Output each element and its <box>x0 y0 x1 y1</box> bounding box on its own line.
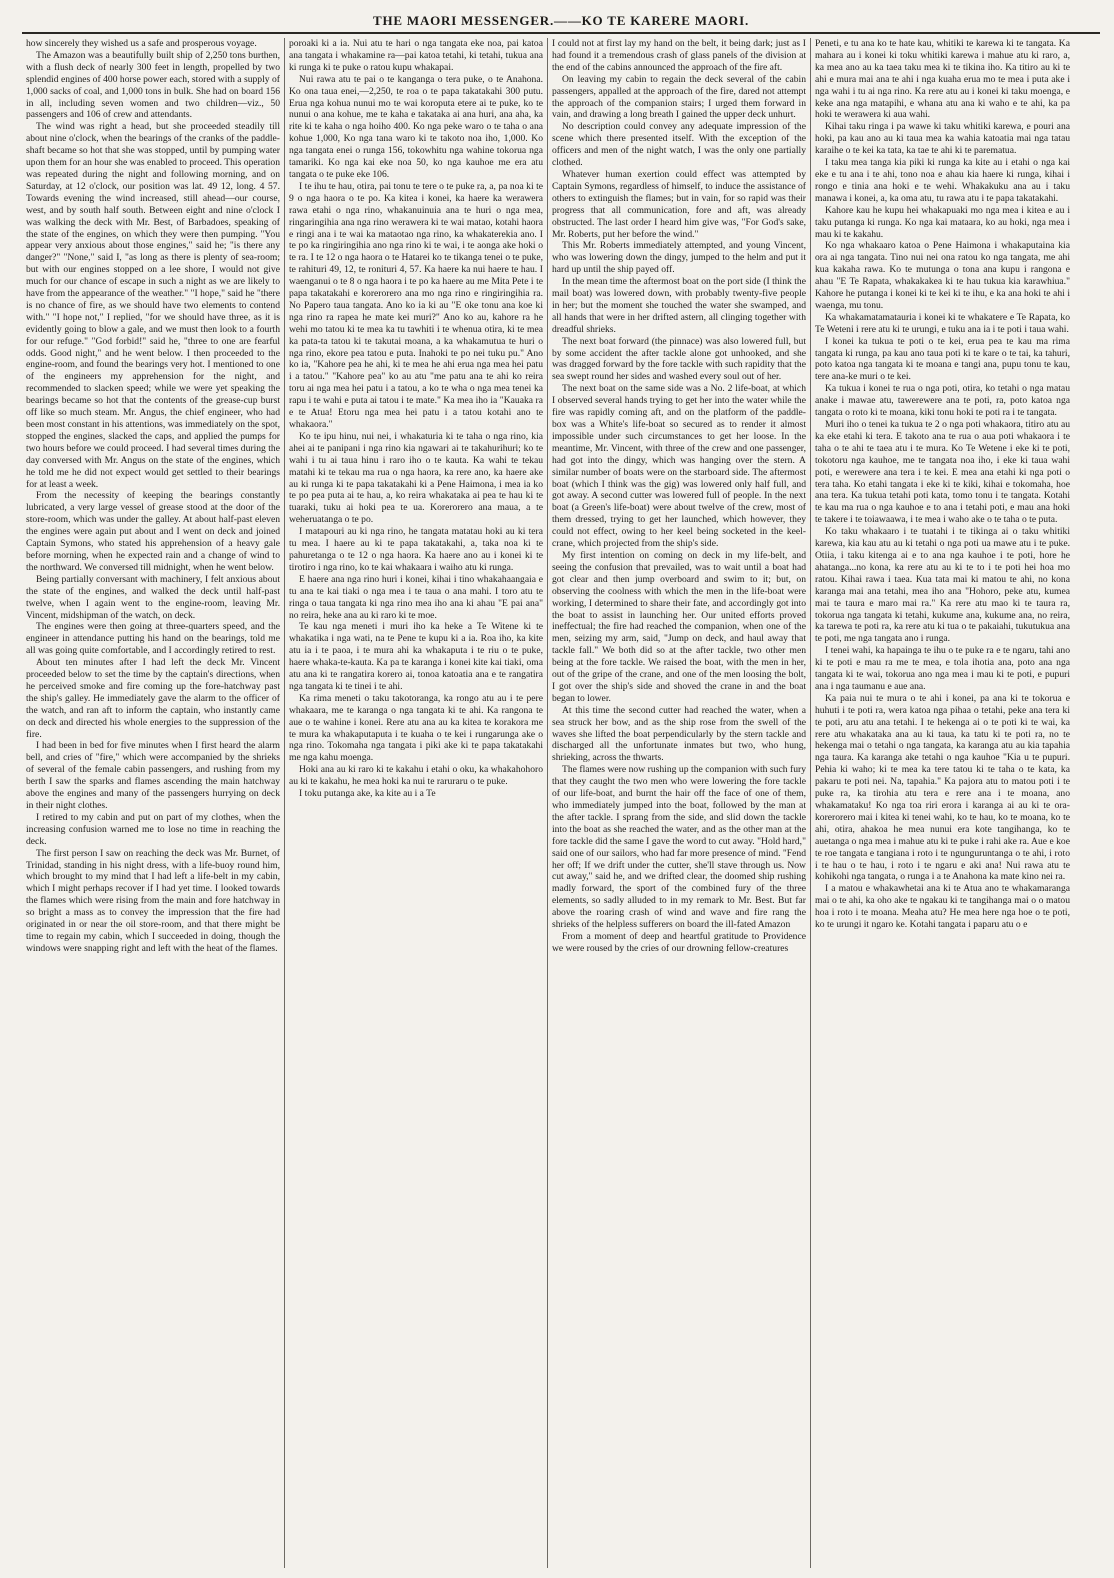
paragraph: I had been in bed for five minutes when I first heard the alarm bell, and cries of "fire," which were accompanied by the shrieks of several of the female cabin passengers, and rushing from my berth I saw the sparks and flames ascending the main hatchway above the engines and many of the passengers hurrying on deck in their night clothes. <box>26 740 280 811</box>
paragraph: Muri iho o tenei ka tukua te 2 o nga poti whakaora, titiro atu au ka eke etahi ki tera. E takoto ana te rua o aua poti whakaora i te taha o te ahi te taea atu i te mura. Ko Te Wetene i eke ki te poti, tokotoru nga kauhoe, me te tangata noa iho, i eke ki taua wahi poti, e werewere ana tera i te kei. E mea ana etahi ki nga poti o tera taha. Ko etahi tangata i eke ki te kiki, kihai e tokomaha, hoe ana tera. Ka tukua tetahi poti kata, tomo tonu i te tangata. Kotahi te kau ma rua o nga kauhoe e to ana i tetahi poti, e mau ana hoki te takere i te toiawaawa, i te mea i waho ake o te taha o te puta. <box>815 419 1070 526</box>
column-english-1 <box>22 38 285 1568</box>
paragraph: how sincerely they wished us a safe and prosperous voyage. <box>26 38 257 49</box>
paragraph: At this time the second cutter had reached the water, when a sea struck her bow, and as the ship rose from the swell of the waves she lifted the boat perpendicularly by the stern tackle and discharged all the unfortunate inmates but two, who hung, shrieking, across the thwarts. <box>552 704 806 764</box>
paragraph: Kihai taku ringa i pa wawe ki taku whitiki karewa, e pouri ana hoki, pa kau ano au ki taua mea ka wahia katoatia mai nga tatau karaihe o te kei ka tata, ka tae te ahi ki te parematua. <box>815 121 1070 157</box>
paragraph: Hoki ana au ki raro ki te kakahu i etahi o oku, ka whakahohoro au ki te kakahu, he mea hoki ka nui te raruraru o te puke. <box>289 764 543 788</box>
paragraph: I toku putanga ake, ka kite au i a Te <box>299 788 436 800</box>
paragraph: I a matou e whakawhetai ana ki te Atua ano te whakamaranga mai o te ahi, ka oho ake te ngakau ki te tangihanga mai o o matou hoa i roto i te moana. Meaha atu? He mea here nga hoe o te poti, ko te urungi it ngaro ke. Kotahi tangata i paparu atu o e <box>815 883 1070 931</box>
paragraph: Te kau nga meneti i muri iho ka heke a Te Witene ki te whakatika i nga wati, na te Pene te kupu ki a ia. Roa iho, ka kite atu ia i te paoa, i te mura ahi ka whakaputa i te riu o te puke, haere whaka-te-kauta. Ka pa te karanga i konei kite kai tiaki, oma atu ana ki te rangatira korero ai, tonoa katoatia ana e te rangatira nga tangata ki te tinei i te ahi. <box>289 621 543 692</box>
paragraph: I could not at first lay my hand on the belt, it being dark; just as I had found it a tremendous crash of glass panels of the division at the end of the cabins announced the approach of the fire aft. <box>552 38 806 73</box>
paragraph: Ko te ipu hinu, nui nei, i whakaturia ki te taha o nga rino, kia ahei ai te panipani i nga rino kia ngawari ai te takahurihuri; ko te wahi i tu ai taua hinu i raro iho o te kauta. Ka wahi te tekau matahi ki te tekau ma rua o nga haora, ka rere ano, ka haere ake au ki runga ki te papa takatakahi ki a Pene Haimona, i mea ia ko te po pea puta ai te hau, a, ko reira whakataka ai pea te hau ki te tuaraki, tuku ai hoki pea te ua. Korerorero ana maua, a te weheruatanga o te po. <box>289 430 543 526</box>
paragraph: On leaving my cabin to regain the deck several of the cabin passengers, appalled at the approach of the fire, dared not attempt the approach of the companion stairs; I urged them forward in vain, and drawing a long breath I gained the upper deck unhurt. <box>552 73 806 121</box>
running-head: THE MAORI MESSENGER.——KO TE KARERE MAORI. <box>372 13 750 28</box>
paragraph: I matapouri au ki nga rino, he tangata matatau hoki au ki tera tu mea. I haere au ki te papa takatakahi, a, taka noa ki te pahuretanga o te 12 o nga haora. Ka haere ano au i konei ki te tirotiro i nga rino, ko te kai whakaara i waiho atu ki runga. <box>289 526 543 573</box>
paragraph: The wind was right a head, but she proceeded steadily till about nine o'clock, when the bearings of the cranks of the paddle-shaft became so hot that she was stopped, until by pumping water upon them for an hour she was enabled to proceed. This operation was repeated during the night and following morning, and on Saturday, at 12 o'clock, our position was lat. 49 12, long. 4 57. Towards evening the wind increased, still ahead—our course, west, and by south half south. Between eight and nine o'clock I was walking the deck with Mr. Best, of Barbadoes, speaking of the state of the engines, on which they were then pumping. "You appear very anxious about those engines," said he; "is there any danger?" "None," said I, "as long as there is plenty of sea-room; but with our engines stopped on a lee shore, I would not give much for our chance of escape in such a night as we are likely to have from the appearance of the weather." "I hope," said he "there is no chance of fire, as we should have two elements to contend with." "I hope not," I replied, "for we should have three, as it is evidently going to blow a gale, and we must then look to a fourth for our refuge." "God forbid!" said he, "three to one are fearful odds. Good night," and he went below. I then proceeded to the engine-room, and found the bearings very hot. I mentioned to one of the engineers my apprehension for the night, and recommended to slacken speed; while we were yet speaking the bearings became so hot that the contents of the grease-cup burst off like so much steam. Mr. Angus, the chief engineer, who had been most constant in his attentions, was immediately on the spot, stopped the engines, slacked the caps, and applied the pumps for two hours before we could proceed. I had several times during the day conversed with Mr. Angus on the state of the engines, which he told me he did not expect would get settled to their bearings for at least a week. <box>26 121 280 490</box>
paragraph: Kahore kau he kupu hei whakapuaki mo nga mea i kitea e au i taku putanga ki runga. Ko nga kai mataara, ko au hoki, nga mea i mau ki te kakahu. <box>815 204 1070 240</box>
paragraph: Ko nga whakaaro katoa o Pene Haimona i whakaputaina kia ora ai nga tangata. Tino nui nei ona ratou ko nga tangata, me ahi kua kakaha rawa. Ko te mutunga o tona ana kupu i rangona e ahau "E Te Rapata, whakakakea ki te hau tukua kia karawhiua." Kahore he putanga i konei ki te kei ki te ihu, e ka ana hoki te ahi i waenga, mu tonu. <box>815 240 1070 311</box>
column-maori-1 <box>285 38 548 1568</box>
paragraph: The first person I saw on reaching the deck was Mr. Burnet, of Trinidad, standing in his night dress, with a life-buoy round him, which brought to my mind that I had left a life-belt in my cabin, which I might perhaps recover if I had yet time. I looked towards the flames which were rising from the main and fore hatchway in so bright a mass as to convey the impression that the fire had originated in or near the oil store-room, and that there might be time to regain my cabin, which I succeeded in doing, though the windows were snapping right and left with the heat of the flames. <box>26 847 280 954</box>
paragraph: From the necessity of keeping the bearings constantly lubricated, a very large vessel of grease stood at the door of the store-room, which was under the galley. At about half-past eleven the engines were again put about and I went on deck and joined Captain Symons, who stated his apprehension of a heavy gale before morning, when he expected rain and a change of wind to the northward. We conversed till midnight, when he went below. <box>26 490 280 573</box>
text-columns <box>22 38 1100 1568</box>
paragraph: Nui rawa atu te pai o te kanganga o tera puke, o te Anahona. Ko ona taua enei,—2,250, te roa o te papa takatakahi 300 putu. Erua nga kohua nunui mo te wai koroputa etere ai te puke, ko te nunui o ana kohue, me te kaha e takataka ai ana huri, ana aha, ka rite ki te kaha o nga hoiho 400. Ko nga peke waro o te taha o ana kohue 1,000, Ko nga tana waro ki te takoto noa iho, 1,000. Ko nga tangata enei o runga 156, tokowhitu nga wahine tokorua nga tamariki. Ko nga kai eke noa 50, ko nga kauhoe me era atu tangata o te puke eke 106. <box>289 73 543 180</box>
paragraph: Peneti, e tu ana ko te hate kau, whitiki te karewa ki te tangata. Ka mahara au i konei ki toku whitiki karewa i mahue atu ki raro, a, ka mea ano au ka taea taku mea ki te tikina iho. Ka titiro au ki te ahi e mura mai ana te ahi i nga kuaha erua mo te mea i puta ake i nga wahi i tu ai nga rino. Ka rere atu au i konei ki taku moenga, e keke ana nga matapihi, e whana atu ana ki waho e te ahi, ka pa hoki te werawera ki aua wahi. <box>815 38 1070 121</box>
paragraph: Being partially conversant with machinery, I felt anxious about the state of the engines, and walked the deck until half-past twelve, when I again went to the engine-room, leaving Mr. Vincent, midshipman of the watch, on deck. <box>26 573 280 621</box>
paragraph: No description could convey any adequate impression of the scene which there presented itself. With the exception of the officers and men of the night watch, I was the only one partially clothed. <box>552 121 806 169</box>
column-english-2 <box>548 38 811 1568</box>
paragraph: poroaki ki a ia. Nui atu te hari o nga tangata eke noa, pai katoa ana tangata i whakamine ra—pai katoa tetahi, ki tetahi, tukua ana ki runga ki te puke o ratou kupu whakapai. <box>289 38 543 73</box>
paragraph: Ko taku whakaaro i te tuatahi i te tikinga ai o taku whitiki karewa, kia kau atu au ki tetahi o nga poti ua mawe atu i te puke. Otiia, i taku kitenga ai e to ana nga kauhoe i te poti, hore he ahatanga...no kona, ka rere atu au ki te to i te poti hei hoa mo ratou. Kihai rawa i taea. Kua tata mai ki matou te ahi, no kona karanga mai ana tetahi, mea iho ana "Hohoro, peke atu, kumea mai te taura e maro mai ra." Ka rere atu mao ki te taura ra, tokorua nga tangata ki tetahi, kukume ana, kukume ana, no reira, ka tarewa te poti ra, ka rere atu ki tua o te pakaiahi, tukutukua ana te poti, me nga tangata ano i runga. <box>815 526 1070 645</box>
paragraph: I konei ka tukua te poti o te kei, erua pea te kau ma rima tangata ki runga, pa kau ano taua poti ki te kare o te tai, ka tahuri, poto katoa nga tangata ki te moana e tangi ana, pupu tonu te kau, tere ana-ke muri o te kei. <box>815 335 1070 383</box>
paragraph: E haere ana nga rino huri i konei, kihai i tino whakahaangaia e tu ana te kai tiaki o nga mea i te taua o ana mahi. I toro atu te ringa o taua tangata ki nga rino mea iho ana ki ahau "E pai ana" no reira, heke ana au ki raro ki te moe. <box>289 573 543 621</box>
paragraph: About ten minutes after I had left the deck Mr. Vincent proceeded below to set the time by the captain's directions, when he perceived smoke and fire coming up the fore-hatchway past the ship's galley. He immediately gave the alarm to the officer of the watch, and ran aft to inform the captain, who instantly came on deck and directed his whole energies to the suppression of the fire. <box>26 657 280 740</box>
paragraph: I te ihu te hau, otira, pai tonu te tere o te puke ra, a, pa noa ki te 9 o nga haora o te po. Ka kitea i konei, ka haere ka werawera rawa etahi o nga rino, whakanuinuia ana te huri o nga mea, ringaringihia ana nga rino werawera ki te wai matao, kotahi haora e ringi ana i te wai ka mataotao nga rino, ka whakaterekia ano. I te po ka ringiringihia ano nga rino ki te wai, i te aonga ake hoki o te ra. I te 12 o nga haora o te Hatarei ko te tikanga tenei o te puke, te rahituri 49, 12, te ronituri 4, 57. Ka haere ka nui haere te hau. I waenganui o te 8 o nga haora i te po ka haere au me Mita Pete i te papa takatakahi e korerorero ana mo nga rino e ringiringihia ra. No Papero taua tangata. Ano ko ia ki au "E oke tonu ana koe ki nga rino ra rapea he mate kei muri?" Ano ko au, kahore ra he wehi mo tatou ki te mea ka tu tawhiti i te whenua otira, ki te mea ka pata-ta tatou ki te takutai moana, a ka whakamutua te huri o nga rino, ekore pea tatou e puta. Inahoki te po nei tuku pu." Ano ko ia, "Kahore pea he ahi, ki te mea he ahi erua nga mea hei patu i a tatou." "Kahore pea" ko au atu "me patu ana te ahi ko reira toru ai nga mea hei patu i a tatou, a ko te wha o nga mea tenei ka rapu i te wahi e puta ai tatou i te mate." Ka mea iho ia "Kauaka ra e te Atua! Etoru nga mea hei patu i a tatou kotahi ano te whakaora." <box>289 180 543 430</box>
paragraph: Ka paia nui te mura o te ahi i konei, pa ana ki te tokorua e huhuti i te poti ra, wera katoa nga pihaa o tetahi, peke ana tera ki te poti, aru atu ana tetahi. I te hekenga ai o te poti ki te wai, ka rere atu whakataka ana au ki taua, ka tatu ki te poti ra, no te hekenga mai o tetahi o nga tangata, ka karanga atu au kia tapahia nga taura. Ka karanga ake tetahi o nga kauhoe "Kia u te pupuri. Pehia ki waho; ki te mea ka tere tatou ki te taha o te kata, ka pakaru te poti nei. Na, tapahia." Ka pajora atu to matou poti i te puke ra, ka tirohia atu tera e rere ana i te moana, ano whakamataku! Ko nga toa riri erora i karanga ai au ki te ora-korerorero mai i kitea ki tenei wahi, ko te hau, ko te moana, ko te ahi, otira, ahakoa he mea nunui era kote tangihanga, ko te auetanga o nga mea i mahue atu ki te puke i rahi ake ra. Aue e koe te roe tangata e tangiana i roto i te ngunguruntanga o te ahi, i roto i te hau o te hau, i roto i te ngaru e aki ana! Nui rawa atu te kohikohi nga tangata, o runga i a te Anahona ka mate kino nei ra. <box>815 692 1070 883</box>
paragraph: The next boat on the same side was a No. 2 life-boat, at which I observed several hands trying to get her into the water while the fire was rapidly coming aft, and on the platform of the paddle-box was a White's life-boat so secured as to render it almost impossible under such circumstances to get her loose. In the meantime, Mr. Vincent, with three of the crew and one passenger, had got into the dingy, which was hanging over the stern. A similar number of boats were on the starboard side. The aftermost boat (which I think was the gig) was lowered only half full, and got away. A second cutter was lowered full of people. In the next boat (a Green's life-boat) were about twelve of the crew, most of them dressed, trying to get her launched, which however, they could not effect, owing to her keel being socketed in the keel-crane, which projected from the ship's side. <box>552 383 806 550</box>
paragraph: I tenei wahi, ka hapainga te ihu o te puke ra e te ngaru, tahi ano ki te poti e mau ra me te mea, e tola ihotia ana, poto ana nga tangata ki te wai, tokorua ano nga mea i mau ki te poti, e pupuri ana i nga taumanu e aue ana. <box>815 645 1070 692</box>
paragraph: My first intention on coming on deck in my life-belt, and seeing the confusion that prevailed, was to wait until a boat had got clear and then jump overboard and swim to it; but, on observing the coolness with which the men in the life-boat were working, I determined to share their fate, and accordingly got into the boat to assist in launching her. Our united efforts proved ineffectual; the fire had reached the companion, when one of the men, seizing my arm, said, "Jump on deck, and haul away that tackle fall." We both did so at the after tackle, two other men being at the fore tackle. We raised the boat, with the men in her, out of the gripe of the crane, and one of the men loosing the bolt, I got over the ship's side and shoved the crane in and the boat began to lower. <box>552 549 806 704</box>
paragraph: The Amazon was a beautifully built ship of 2,250 tons burthen, with a flush deck of nearly 300 feet in length, propelled by two splendid engines of 400 horse power each, stored with a supply of 1,000 sacks of coal, and 1,000 tons in bulk. She had on board 156 in all, including seven women and two children—viz., 50 passengers and 106 of crew and attendants. <box>26 49 280 121</box>
paragraph: Ka rima meneti o taku takotoranga, ka rongo atu au i te pere whakaara, me te karanga o nga tangata ki te ahi. Ka rangona te aue o te wahine i konei. Rere atu ana au ka kitea te korakora me te mura ka whakaputaputa i te kuaha o te kei i rungarunga ake o nga rino. Tokomaha nga tangata i piki ake ki te papa takatakahi me nga kahu moenga. <box>289 692 543 764</box>
paragraph: Ka whakamatamatauria i konei ki te whakatere e Te Rapata, ko Te Weteni i rere atu ki te urungi, e tuku ana ia i te poti i taua wahi. <box>815 311 1070 335</box>
paragraph: The flames were now rushing up the companion with such fury that they caught the two men who were lowering the fore tackle of our life-boat, and burnt the hair off the face of one of them, who immediately jumped into the boat, followed by the man at the after tackle. I sprang from the side, and slid down the tackle into the boat as she reached the water, and as the other man at the fore tackle did the same I gave the word to cut away. "Hold hard," said one of our sailors, who had far more presence of mind. "Fend her off; If we drift under the cutter, she'll stave through us. Now cut away," said he, and we drifted clear, the doomed ship rushing madly forward, the sport of the combined fury of the three elements, so sadly alluded to in my remark to Mr. Best. But far above the roaring crash of wind and wave and fire rang the shrieks of the helpless sufferers on board the ill-fated Amazon <box>552 764 806 931</box>
head-rule <box>22 32 1100 34</box>
paragraph: This Mr. Roberts immediately attempted, and young Vincent, who was lowering down the dingy, jumped to the helm and put it hard up until the ship payed off. <box>552 240 806 276</box>
paragraph: I retired to my cabin and put on part of my clothes, when the increasing confusion warned me to lose no time in reaching the deck. <box>26 811 280 847</box>
paragraph: I taku mea tanga kia piki ki runga ka kite au i etahi o nga kai eke e tu ana i te ahi, tono noa e ahau kia haere ki runga, kihai i rongo e tinia ana hoki e te wehi. Whakakuku ana au i taku manawa i konei, a, ka oma atu, tu rawa atu i te papa takatakahi. <box>815 157 1070 204</box>
paragraph: Whatever human exertion could effect was attempted by Captain Symons, regardless of himself, to induce the assistance of others to extinguish the flames; but in vain, for so rapid was their progress that all communication, fore and aft, was already obstructed. The last order I heard him give was, "For God's sake, Mr. Roberts, put her before the wind." <box>552 168 806 240</box>
paragraph: In the mean time the aftermost boat on the port side (I think the mail boat) was lowered down, with probably twenty-five people in her; but the moment she touched the water she swamped, and all hands that were in her drifted astern, all clinging together with dreadful shrieks. <box>552 276 806 335</box>
paragraph: The next boat forward (the pinnace) was also lowered full, but by some accident the after tackle alone got unhooked, and she was dragged forward by the fore tackle with such rapidity that the sea swept round her sides and washed every soul out of her. <box>552 335 806 383</box>
paragraph: Ka tukua i konei te rua o nga poti, otira, ko tetahi o nga matau anake i mawae atu, tawerewere ana te poti, ra, poto katoa nga tangata o roto ki te moana, kiki tonu hoki te poti ra i te tangata. <box>815 383 1070 419</box>
column-maori-2 <box>811 38 1074 1568</box>
paragraph: The engines were then going at three-quarters speed, and the engineer in attendance putting his hand on the bearings, told me all was going quite comfortable, and I accordingly retired to rest. <box>26 621 280 657</box>
paragraph: From a moment of deep and heartful gratitude to Providence we were roused by the cries of our drowning fellow-creatures <box>552 930 806 954</box>
